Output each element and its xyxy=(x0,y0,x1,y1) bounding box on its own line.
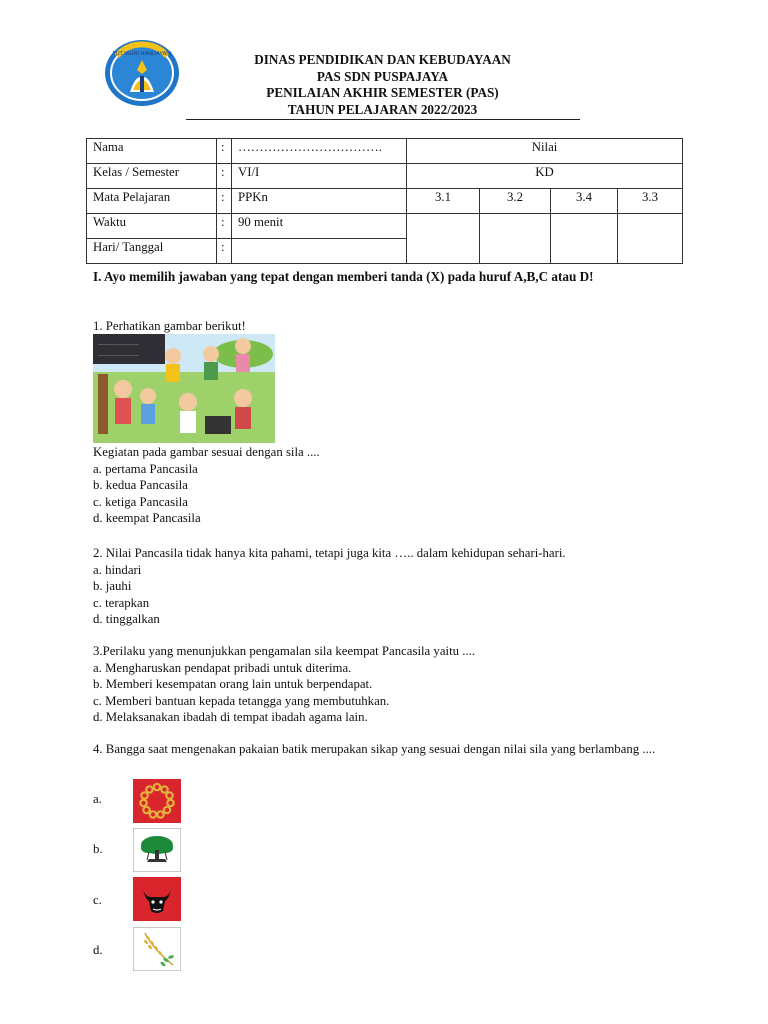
kd-code: 3.3 xyxy=(618,189,683,214)
children-playing-illustration xyxy=(93,334,275,443)
question-3-block xyxy=(93,643,683,726)
colon: : xyxy=(217,139,232,164)
banyan-tree-icon xyxy=(133,828,181,872)
score-cell xyxy=(551,214,618,264)
question-3-option-b: b. Memberi kesempatan orang lain untuk berpendapat. xyxy=(93,677,373,692)
question-4-option-d: d. xyxy=(93,943,103,957)
colon: : xyxy=(217,214,232,239)
question-3-option-c: c. Memberi bantuan kepada tetangga yang membutuhkan. xyxy=(93,693,390,708)
kd-header: KD xyxy=(407,164,683,189)
kd-code: 3.4 xyxy=(551,189,618,214)
section-instruction: I. Ayo memilih jawaban yang tepat dengan memberi tanda (X) pada huruf A,B,C atau D! xyxy=(93,269,594,284)
label-nama: Nama xyxy=(87,139,217,164)
label-mapel: Mata Pelajaran xyxy=(87,189,217,214)
value-hari-tanggal xyxy=(232,239,407,264)
colon: : xyxy=(217,164,232,189)
header-line-2: PAS SDN PUSPAJAYA xyxy=(316,68,449,84)
header-divider xyxy=(186,119,580,120)
nilai-header: Nilai xyxy=(407,139,683,164)
score-cell xyxy=(618,214,683,264)
value-waktu: 90 menit xyxy=(232,214,407,239)
colon: : xyxy=(217,189,232,214)
svg-text:~~~~~~~~~~: ~~~~~~~~~~ xyxy=(98,353,139,360)
label-hari-tanggal: Hari/ Tanggal xyxy=(87,239,217,264)
value-nama: ……………………………. xyxy=(232,139,407,164)
question-3-prompt: 3.Perilaku yang menunjukkan pengamalan sila keempat Pancasila yaitu .... xyxy=(93,644,476,658)
label-waktu: Waktu xyxy=(87,214,217,239)
score-cell xyxy=(480,214,551,264)
svg-text:~~~~~~~~~~: ~~~~~~~~~~ xyxy=(98,342,139,349)
question-2-option-a: a. hindari xyxy=(93,562,142,577)
colon: : xyxy=(217,239,232,264)
document-header xyxy=(185,52,580,118)
question-4-prompt: 4. Bangga saat mengenakan pakaian batik merupakan sikap yang sesuai dengan nilai sila yang berlambang .... xyxy=(93,742,656,756)
score-cell xyxy=(407,214,480,264)
question-2-option-b: b. jauhi xyxy=(93,579,132,594)
value-mapel: PPKn xyxy=(232,189,407,214)
student-info-table xyxy=(86,138,683,264)
question-4-option-b: b. xyxy=(93,842,103,856)
question-2-prompt: 2. Nilai Pancasila tidak hanya kita pahami, tetapi juga kita ….. dalam kehidupan sehari-hari. xyxy=(93,546,566,560)
question-1-option-c: c. ketiga Pancasila xyxy=(93,494,188,509)
label-kelas: Kelas / Semester xyxy=(87,164,217,189)
question-4-option-c: c. xyxy=(93,893,102,907)
header-line-4: TAHUN PELAJARAN 2022/2023 xyxy=(287,101,478,117)
question-1-option-b: b. kedua Pancasila xyxy=(93,478,188,493)
question-3-option-d: d. Melaksanakan ibadah di tempat ibadah agama lain. xyxy=(93,710,368,725)
question-3-option-a: a. Mengharuskan pendapat pribadi untuk diterima. xyxy=(93,660,352,675)
question-1-block xyxy=(93,444,320,527)
chain-icon xyxy=(133,779,181,823)
question-2-option-c: c. terapkan xyxy=(93,595,150,610)
question-1-prompt: 1. Perhatikan gambar berikut! xyxy=(93,319,246,333)
header-line-3: PENILAIAN AKHIR SEMESTER (PAS) xyxy=(266,85,499,101)
svg-text:TUT WURI HANDAYANI: TUT WURI HANDAYANI xyxy=(112,51,172,57)
rice-cotton-icon xyxy=(133,927,181,971)
question-2-option-d: d. tinggalkan xyxy=(93,612,160,627)
header-line-1: DINAS PENDIDIKAN DAN KEBUDAYAAN xyxy=(254,52,511,67)
question-1-option-a: a. pertama Pancasila xyxy=(93,461,198,476)
question-1-stem: Kegiatan pada gambar sesuai dengan sila .... xyxy=(93,445,320,459)
tut-wuri-handayani-logo xyxy=(103,38,181,108)
question-2-block xyxy=(93,545,683,628)
question-4-option-a: a. xyxy=(93,792,102,806)
bull-head-icon xyxy=(133,877,181,921)
kd-code: 3.2 xyxy=(480,189,551,214)
kd-code: 3.1 xyxy=(407,189,480,214)
value-kelas: VI/I xyxy=(232,164,407,189)
question-1-option-d: d. keempat Pancasila xyxy=(93,511,201,526)
